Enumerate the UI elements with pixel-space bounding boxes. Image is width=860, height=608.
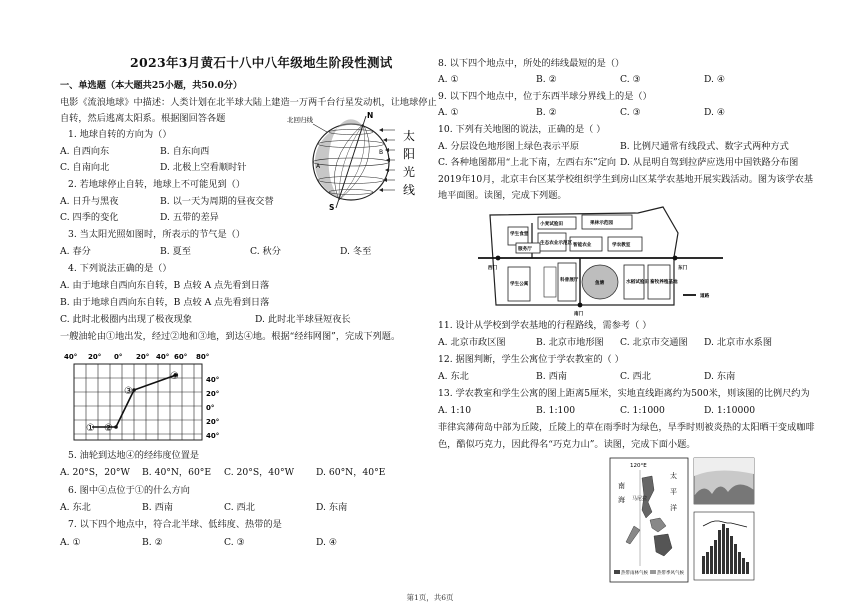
intro-text: 地平面图。读图，完成下列题。 (438, 190, 567, 201)
ocean-label: 平 (670, 488, 677, 496)
option-a: A. 日升与黑夜 (60, 196, 119, 207)
option-a: A. ① (60, 537, 81, 548)
ocean-label: 太 (670, 472, 677, 480)
ocean-label: 洋 (670, 504, 677, 512)
lon-label: 40° (156, 353, 170, 361)
farm-label: 鱼塘 (595, 281, 605, 286)
question-7: 7. 以下四个地点中，符合北半球、低纬度、热带的是 (68, 519, 282, 530)
option-b: B. 西南 (536, 371, 567, 382)
city-label: 马尼拉 (632, 496, 648, 502)
option-b: B. 夏至 (160, 246, 191, 257)
tropic-label: 北回归线 (287, 116, 313, 124)
question-5: 5. 油轮到达地④的经纬度位置是 (68, 450, 200, 461)
option-d: D. 1:10000 (704, 405, 756, 416)
option-b: B. 以一天为周期的昼夜交替 (160, 196, 274, 207)
option-b: B. 由于地球自西向东自转，B 点较 A 点先看到日落 (60, 297, 270, 308)
option-b: B. 西南 (142, 502, 173, 513)
intro-text: 色，酷似巧克力，因此得名“巧克力山”。读图，完成下面小题。 (438, 439, 696, 450)
legend-swatch (614, 570, 620, 574)
page-title: 2023年3月黄石十八中八年级地生阶段性测试 (130, 55, 393, 70)
option-b: B. ② (142, 537, 163, 548)
point-3: ③ (124, 386, 133, 397)
option-c: C. 北京市交通图 (620, 337, 688, 348)
question-13: 13. 学农教室和学生公寓的图上距离5厘米，实地直线距离约为500米，则该图的比例尺约为 (438, 388, 810, 399)
intro-text: 自转，然后逃离太阳系。根据图回答各题 (60, 113, 226, 124)
farm-label: 小麦试验田 (540, 222, 563, 227)
option-c: C. ③ (224, 537, 245, 548)
sunlight-char: 阳 (403, 147, 416, 161)
option-c: C. 四季的变化 (60, 212, 119, 223)
option-d: D. 东南 (704, 371, 736, 382)
option-c: C. 20°S，40°W (224, 467, 295, 478)
farm-label: 服务厅 (518, 247, 532, 252)
option-d: D. 此时北半球昼短夜长 (255, 314, 351, 325)
lon-label: 40° (64, 353, 78, 361)
sunlight-char: 线 (403, 183, 416, 197)
west-gate-label: 西门 (488, 266, 498, 271)
option-b: B. ② (536, 74, 557, 85)
lon-label: 120°E (630, 463, 647, 469)
option-a: A. 东北 (438, 371, 469, 382)
lon-label: 20° (88, 353, 102, 361)
sunlight-char: 太 (403, 129, 416, 143)
question-11: 11. 设计从学校到学农基地的行程路线，需参考（ ） (438, 320, 652, 331)
farm-label: 学生公寓 (510, 282, 529, 287)
option-b: B. 比例尺通常有线段式、数字式两种方式 (620, 141, 789, 152)
question-9: 9. 以下四个地点中，位于东西半球分界线上的是（） (438, 91, 652, 102)
option-d: D. ④ (704, 107, 726, 118)
legend-road-label: 道路 (700, 294, 710, 299)
intro-text: 电影《流浪地球》中描述：人类计划在北半球大陆上建造一万两千台行星发动机，让地球停止 (60, 97, 437, 108)
option-d: D. 东南 (316, 502, 348, 513)
farm-label: 畜牧养殖基地 (650, 280, 678, 285)
question-2: 2. 若地球停止自转，地球上不可能见到（） (68, 179, 246, 190)
option-a: A. 1:10 (438, 405, 472, 416)
latlon-grid-figure (62, 350, 232, 445)
question-8: 8. 以下四个地点中，所处的纬线最短的是（） (438, 58, 625, 69)
farm-label: 学农教室 (612, 243, 631, 248)
sunlight-char: 光 (403, 165, 416, 179)
question-3: 3. 当太阳光照如图时，所表示的节气是（） (68, 229, 246, 240)
option-a: A. 由于地球自西向东自转，B 点较 A 点先看到日落 (60, 280, 270, 291)
option-a: A. 春分 (60, 246, 91, 257)
lon-label: 60° (174, 353, 188, 361)
legend-swatch (650, 570, 656, 574)
lat-label: 20° (206, 390, 220, 398)
farm-label: 生态农业示范区 (540, 241, 573, 246)
intro-text: 2019年10月，北京丰台区某学校组织学生到房山区某学农基地开展实践活动。图为该学农基 (438, 174, 814, 185)
farm-label: 水稻试验田 (626, 280, 649, 285)
option-a: A. ① (438, 107, 459, 118)
question-10: 10. 下列有关地图的说法，正确的是（ ） (438, 124, 606, 135)
option-a: A. ① (438, 74, 459, 85)
farm-label: 学生食堂 (510, 232, 529, 237)
option-c: C. 此时北极圈内出现了极夜现象 (60, 314, 192, 325)
philippines-figure (608, 456, 758, 584)
option-d: D. 五带的差异 (160, 212, 219, 223)
question-4: 4. 下列说法正确的是（） (68, 263, 172, 274)
south-label: S (329, 203, 335, 212)
earth-illumination-figure (283, 110, 433, 215)
farm-base-plan (478, 205, 723, 317)
option-c: C. 秋分 (250, 246, 281, 257)
option-a: A. 自西向东 (60, 146, 110, 157)
option-c: C. 西北 (224, 502, 255, 513)
option-c: C. ③ (620, 74, 641, 85)
option-c: C. 西北 (620, 371, 651, 382)
lat-label: 40° (206, 376, 220, 384)
farm-label: 科普展厅 (560, 278, 579, 283)
option-d: D. 北极上空看顺时针 (160, 162, 247, 173)
south-gate-label: 南门 (574, 312, 584, 317)
option-b: B. 北京市地形图 (536, 337, 604, 348)
option-c: C. ③ (620, 107, 641, 118)
page-footer: 第1页，共6页 (406, 593, 454, 602)
option-c: C. 1:1000 (620, 405, 665, 416)
farm-label: 果林示范园 (590, 221, 613, 226)
option-a: A. 分层设色地形图上绿色表示平原 (438, 141, 580, 152)
question-1: 1. 地球自转的方向为（） (68, 129, 172, 140)
option-c: C. 自南向北 (60, 162, 110, 173)
option-d: D. 北京市水系图 (704, 337, 773, 348)
option-a: A. 北京市政区图 (438, 337, 506, 348)
sea-label: 南 (618, 482, 625, 490)
lon-label: 80° (196, 353, 210, 361)
intro-text: 菲律宾薄荷岛中部为丘陵，丘陵上的草在雨季时为绿色，旱季时则被炎热的太阳晒干变成咖啡 (438, 422, 815, 433)
lat-label: 0° (206, 404, 215, 412)
point-b-label: B (379, 149, 384, 156)
legend-label: 热带季风气候 (657, 571, 684, 576)
section-heading: 一、单选题（本大题共25小题，共50.0分） (60, 80, 243, 91)
option-d: D. 从昆明自驾到拉萨应选用中国铁路分布图 (620, 157, 799, 168)
question-6: 6. 图中④点位于①的什么方向 (68, 485, 190, 496)
option-b: B. 1:100 (536, 405, 576, 416)
option-d: D. 60°N，40°E (316, 467, 386, 478)
lon-label: 0° (114, 353, 123, 361)
option-a: A. 20°S，20°W (60, 467, 130, 478)
intro-text: 一艘油轮由①地出发，经过②地和③地，到达④地。根据“经纬网图”，完成下列题。 (60, 331, 401, 342)
lat-label: 20° (206, 418, 220, 426)
option-d: D. ④ (316, 537, 338, 548)
lat-label: 40° (206, 432, 220, 440)
option-b: B. ② (536, 107, 557, 118)
question-12: 12. 据图判断，学生公寓位于学农教室的（ ） (438, 354, 624, 365)
sea-label: 海 (618, 496, 625, 504)
point-4: ④ (170, 371, 179, 382)
legend-label: 热带雨林气候 (621, 571, 648, 576)
lon-label: 20° (136, 353, 150, 361)
option-a: A. 东北 (60, 502, 91, 513)
option-d: D. ④ (704, 74, 726, 85)
point-a-label: A (316, 163, 321, 170)
option-c: C. 各种地图都用“上北下南，左西右东”定向 (438, 157, 617, 168)
point-1: ① (86, 423, 95, 434)
option-b: B. 自东向西 (160, 146, 210, 157)
east-gate-label: 东门 (678, 266, 688, 271)
option-d: D. 冬至 (340, 246, 372, 257)
option-b: B. 40°N，60°E (142, 467, 212, 478)
north-label: N (367, 111, 374, 120)
point-2: ② (104, 423, 113, 434)
farm-label: 智能农业 (573, 243, 592, 248)
